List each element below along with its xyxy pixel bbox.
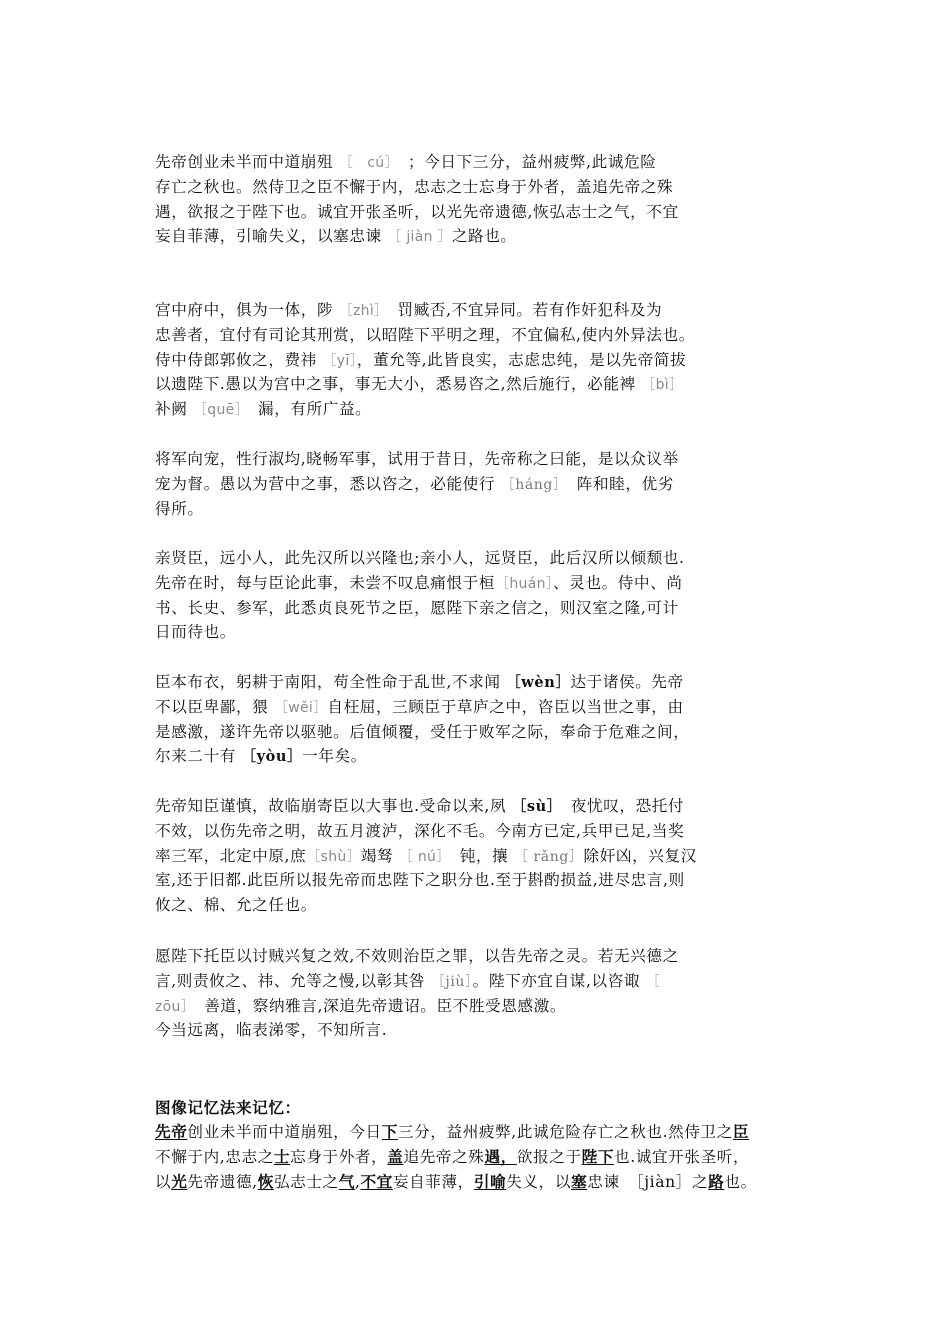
text-line xyxy=(155,472,795,497)
text-line xyxy=(155,994,795,1019)
text-segment: 宫中府中，俱为一体，陟 xyxy=(155,301,339,319)
text-segment: 日而待也。 xyxy=(155,623,236,642)
text-segment: 不效，以伤先帝之明，故五月渡泸，深化不毛。今南方已定,兵甲已足,当奖 xyxy=(155,821,685,840)
text-segment: 钝，攘 xyxy=(443,846,514,865)
text-segment: 将军向宠，性行淑均,晓畅军事，试用于昔日，先帝称之曰能，是以众议举 xyxy=(155,450,679,468)
pinyin-annotation: ［sù］ xyxy=(511,798,555,815)
text-line xyxy=(155,348,795,373)
pinyin-annotation: ［bì］ xyxy=(641,377,684,394)
text-segment: 三分，益州疲弊,此诚危险存亡之秋也.然侍卫之 xyxy=(397,1123,733,1141)
text-line xyxy=(155,744,795,769)
text-segment: ，董允等,此皆良实，志虑忠纯，是以先帝简拔 xyxy=(356,350,687,369)
text-segment: 不懈于内,忠志之 xyxy=(155,1147,274,1166)
text-segment: 之路也。 xyxy=(451,227,517,246)
text-segment: 以 xyxy=(155,1172,172,1191)
text-segment: 言,则责攸之、祎、允等之慢,以彰其咎 xyxy=(155,971,431,990)
pinyin-annotation: ［shù］ xyxy=(306,848,361,865)
text-segment: 先帝知臣谨慎，故临崩寄臣以大事也.受命以来,夙 xyxy=(155,797,512,815)
text-segment: 今当远离，临表涕零，不知所言. xyxy=(155,1021,388,1040)
text-segment: 书、长史、参军，此悉贞良死节之臣，愿陛下亲之信之，则汉室之隆,可计 xyxy=(155,598,679,617)
keyword: 引喻 xyxy=(473,1171,507,1191)
text-segment: 忠谏 ［jiàn］之 xyxy=(587,1172,709,1191)
text-segment: 亲贤臣，远小人，此先汉所以兴隆也;亲小人，远贤臣，此后汉所以倾颓也. xyxy=(155,549,685,567)
text-line xyxy=(155,397,795,422)
text-segment: 先帝创业未半而中道崩殂 xyxy=(155,153,339,171)
keyword: 塞 xyxy=(571,1171,588,1191)
memory-heading: 图像记忆法来记忆： xyxy=(155,1099,301,1117)
text-segment: 尔来二十有 xyxy=(155,747,242,766)
text-line xyxy=(155,620,795,645)
keyword: 遇， xyxy=(484,1146,517,1166)
pinyin-annotation: ［ rǎng］ xyxy=(513,848,584,865)
paragraph xyxy=(155,944,795,1043)
text-line xyxy=(155,1120,795,1145)
text-segment: 竭驽 xyxy=(360,846,399,865)
paragraph xyxy=(155,670,795,769)
text-segment: 弘志士之 xyxy=(273,1172,339,1191)
pinyin-annotation: ［ jiàn ］ xyxy=(387,229,452,246)
text-line xyxy=(155,1145,795,1170)
text-segment: 宠为督。愚以为营中之事，悉以咨之，必能使行 xyxy=(155,474,501,493)
text-line xyxy=(155,893,795,918)
memory-text xyxy=(155,1120,795,1194)
text-line xyxy=(155,175,795,200)
text-line xyxy=(155,323,795,348)
pinyin-annotation: ［wèn］ xyxy=(506,674,571,691)
text-segment: , xyxy=(354,1172,361,1191)
text-segment: 善道，察纳雅言,深追先帝遗诏。臣不胜受恩感激。 xyxy=(188,996,567,1015)
text-line xyxy=(155,819,795,844)
text-segment: 攸之、棉、允之任也。 xyxy=(155,896,317,915)
text-segment: 、灵也。侍中、尚 xyxy=(553,573,683,592)
keyword: 气 xyxy=(338,1171,355,1191)
text-segment: 。陛下亦宜自谋,以咨诹 xyxy=(472,971,646,990)
text-segment: 一年矣。 xyxy=(302,747,367,766)
text-line xyxy=(155,372,795,397)
text-segment: 妄自菲薄，引喻失义，以塞忠谏 xyxy=(155,227,388,246)
text-line xyxy=(155,844,795,869)
text-segment: 率三军，北定中原,庶 xyxy=(155,846,307,865)
text-line xyxy=(155,224,795,249)
text-segment: 漏，有所广益。 xyxy=(241,400,372,419)
pinyin-annotation: ［huán］ xyxy=(495,575,554,592)
text-line xyxy=(155,447,795,472)
keyword: 恢 xyxy=(257,1171,274,1191)
paragraph xyxy=(155,546,795,645)
text-segment: 遇，欲报之于陛下也。诚宜开张圣听，以光先帝遗德,恢弘志士之气，不宜 xyxy=(155,202,679,221)
pinyin-annotation: zōu］ xyxy=(155,998,188,1015)
keyword: 路 xyxy=(708,1171,725,1191)
keyword: 先帝 xyxy=(155,1122,188,1141)
text-segment: 除奸凶，兴复汉 xyxy=(583,846,697,865)
text-segment: 以遗陛下.愚以为宫中之事，事无大小，悉易咨之,然后施行，必能裨 xyxy=(155,375,642,394)
text-line xyxy=(155,794,795,819)
text-segment: 创业未半而中道崩殂，今日 xyxy=(187,1123,382,1141)
text-line xyxy=(155,497,795,522)
pinyin-annotation: ［wěi］ xyxy=(273,699,328,716)
text-segment: 愿陛下托臣以讨贼兴复之效,不效则治臣之罪，以告先帝之灵。若无兴德之 xyxy=(155,947,679,965)
pinyin-annotation: ［ nú］ xyxy=(398,848,444,865)
paragraph xyxy=(155,447,795,521)
pinyin-annotation: ［ xyxy=(645,973,660,990)
text-segment: 罚臧否,不宜异同。若有作奸犯科及为 xyxy=(381,301,663,319)
pinyin-annotation: ［yī］ xyxy=(322,352,357,369)
text-segment: ；今日下三分，益州疲弊,此诚危险 xyxy=(391,153,657,171)
text-segment: 是感激，遂许先帝以驱驰。后值倾覆，受任于败军之际，奉命于危难之间， xyxy=(155,722,690,741)
text-line xyxy=(155,150,795,175)
text-line xyxy=(155,695,795,720)
text-line xyxy=(155,546,795,571)
text-segment: 臣本布衣，躬耕于南阳，苟全性命于乱世,不求闻 xyxy=(155,673,507,691)
text-segment: 也。 xyxy=(724,1172,757,1191)
text-segment: 追先帝之殊 xyxy=(403,1147,485,1166)
paragraph xyxy=(155,150,795,249)
text-segment: 室,还于旧都.此臣所以报先帝而忠陛下之职分也.至于斟酌损益,进尽忠言,则 xyxy=(155,871,685,890)
text-segment: 先帝遗德, xyxy=(187,1172,258,1191)
keyword: 下 xyxy=(381,1122,398,1141)
text-line xyxy=(155,200,795,225)
text-line xyxy=(155,596,795,621)
text-line xyxy=(155,1018,795,1043)
keyword: 不宜 xyxy=(360,1171,393,1191)
text-segment: 存亡之秋也。然侍卫之臣不懈于内，忠志之士忘身于外者，盖追先帝之殊 xyxy=(155,177,674,196)
text-segment: 忘身于外者， xyxy=(290,1147,388,1166)
text-segment: 补阙 xyxy=(155,400,193,419)
pinyin-annotation: ［jiù］ xyxy=(430,973,473,990)
paragraph xyxy=(155,794,795,918)
pinyin-annotation: ［zhì］ xyxy=(338,303,382,319)
text-line xyxy=(155,868,795,893)
keyword: 盖 xyxy=(387,1146,404,1166)
text-segment: 自枉屈，三顾臣于草庐之中，咨臣以当世之事，由 xyxy=(327,697,684,716)
pinyin-annotation: ［quē］ xyxy=(192,402,242,419)
text-line xyxy=(155,944,795,969)
keyword: 臣 xyxy=(732,1122,750,1141)
text-segment: 得所。 xyxy=(155,499,204,518)
pinyin-annotation: ［ cú］ xyxy=(338,155,392,171)
keyword: 光 xyxy=(171,1171,188,1191)
text-line xyxy=(155,969,795,994)
text-segment: 也.诚宜开张圣听， xyxy=(614,1147,750,1166)
text-segment: 失义，以 xyxy=(506,1172,572,1191)
pinyin-annotation: ［yòu］ xyxy=(241,748,303,766)
text-segment: 妄自菲薄， xyxy=(392,1172,474,1191)
text-segment: 欲报之于 xyxy=(516,1147,582,1166)
text-line xyxy=(155,720,795,745)
text-segment: 达于诸侯。先帝 xyxy=(570,673,684,691)
text-segment: 先帝在时，每与臣论此事，未尝不叹息痛恨于桓 xyxy=(155,573,496,592)
text-line xyxy=(155,1170,795,1195)
text-line xyxy=(155,670,795,695)
text-line xyxy=(155,571,795,596)
text-segment: 侍中侍郎郭攸之，费祎 xyxy=(155,350,323,369)
paragraph xyxy=(155,298,795,422)
text-segment: 忠善者，宜付有司论其刑赏，以昭陛下平明之理，不宜偏私,使内外异法也。 xyxy=(155,325,695,344)
text-segment: 阵和睦，优劣 xyxy=(560,474,674,493)
text-line xyxy=(155,298,795,323)
pinyin-annotation: ［háng］ xyxy=(500,476,561,493)
text-segment: 夜忧叹，恐托付 xyxy=(554,797,685,815)
keyword: 陛下 xyxy=(581,1146,615,1166)
text-segment: 不以臣卑鄙，猥 xyxy=(155,697,274,716)
keyword: 士 xyxy=(273,1146,291,1166)
